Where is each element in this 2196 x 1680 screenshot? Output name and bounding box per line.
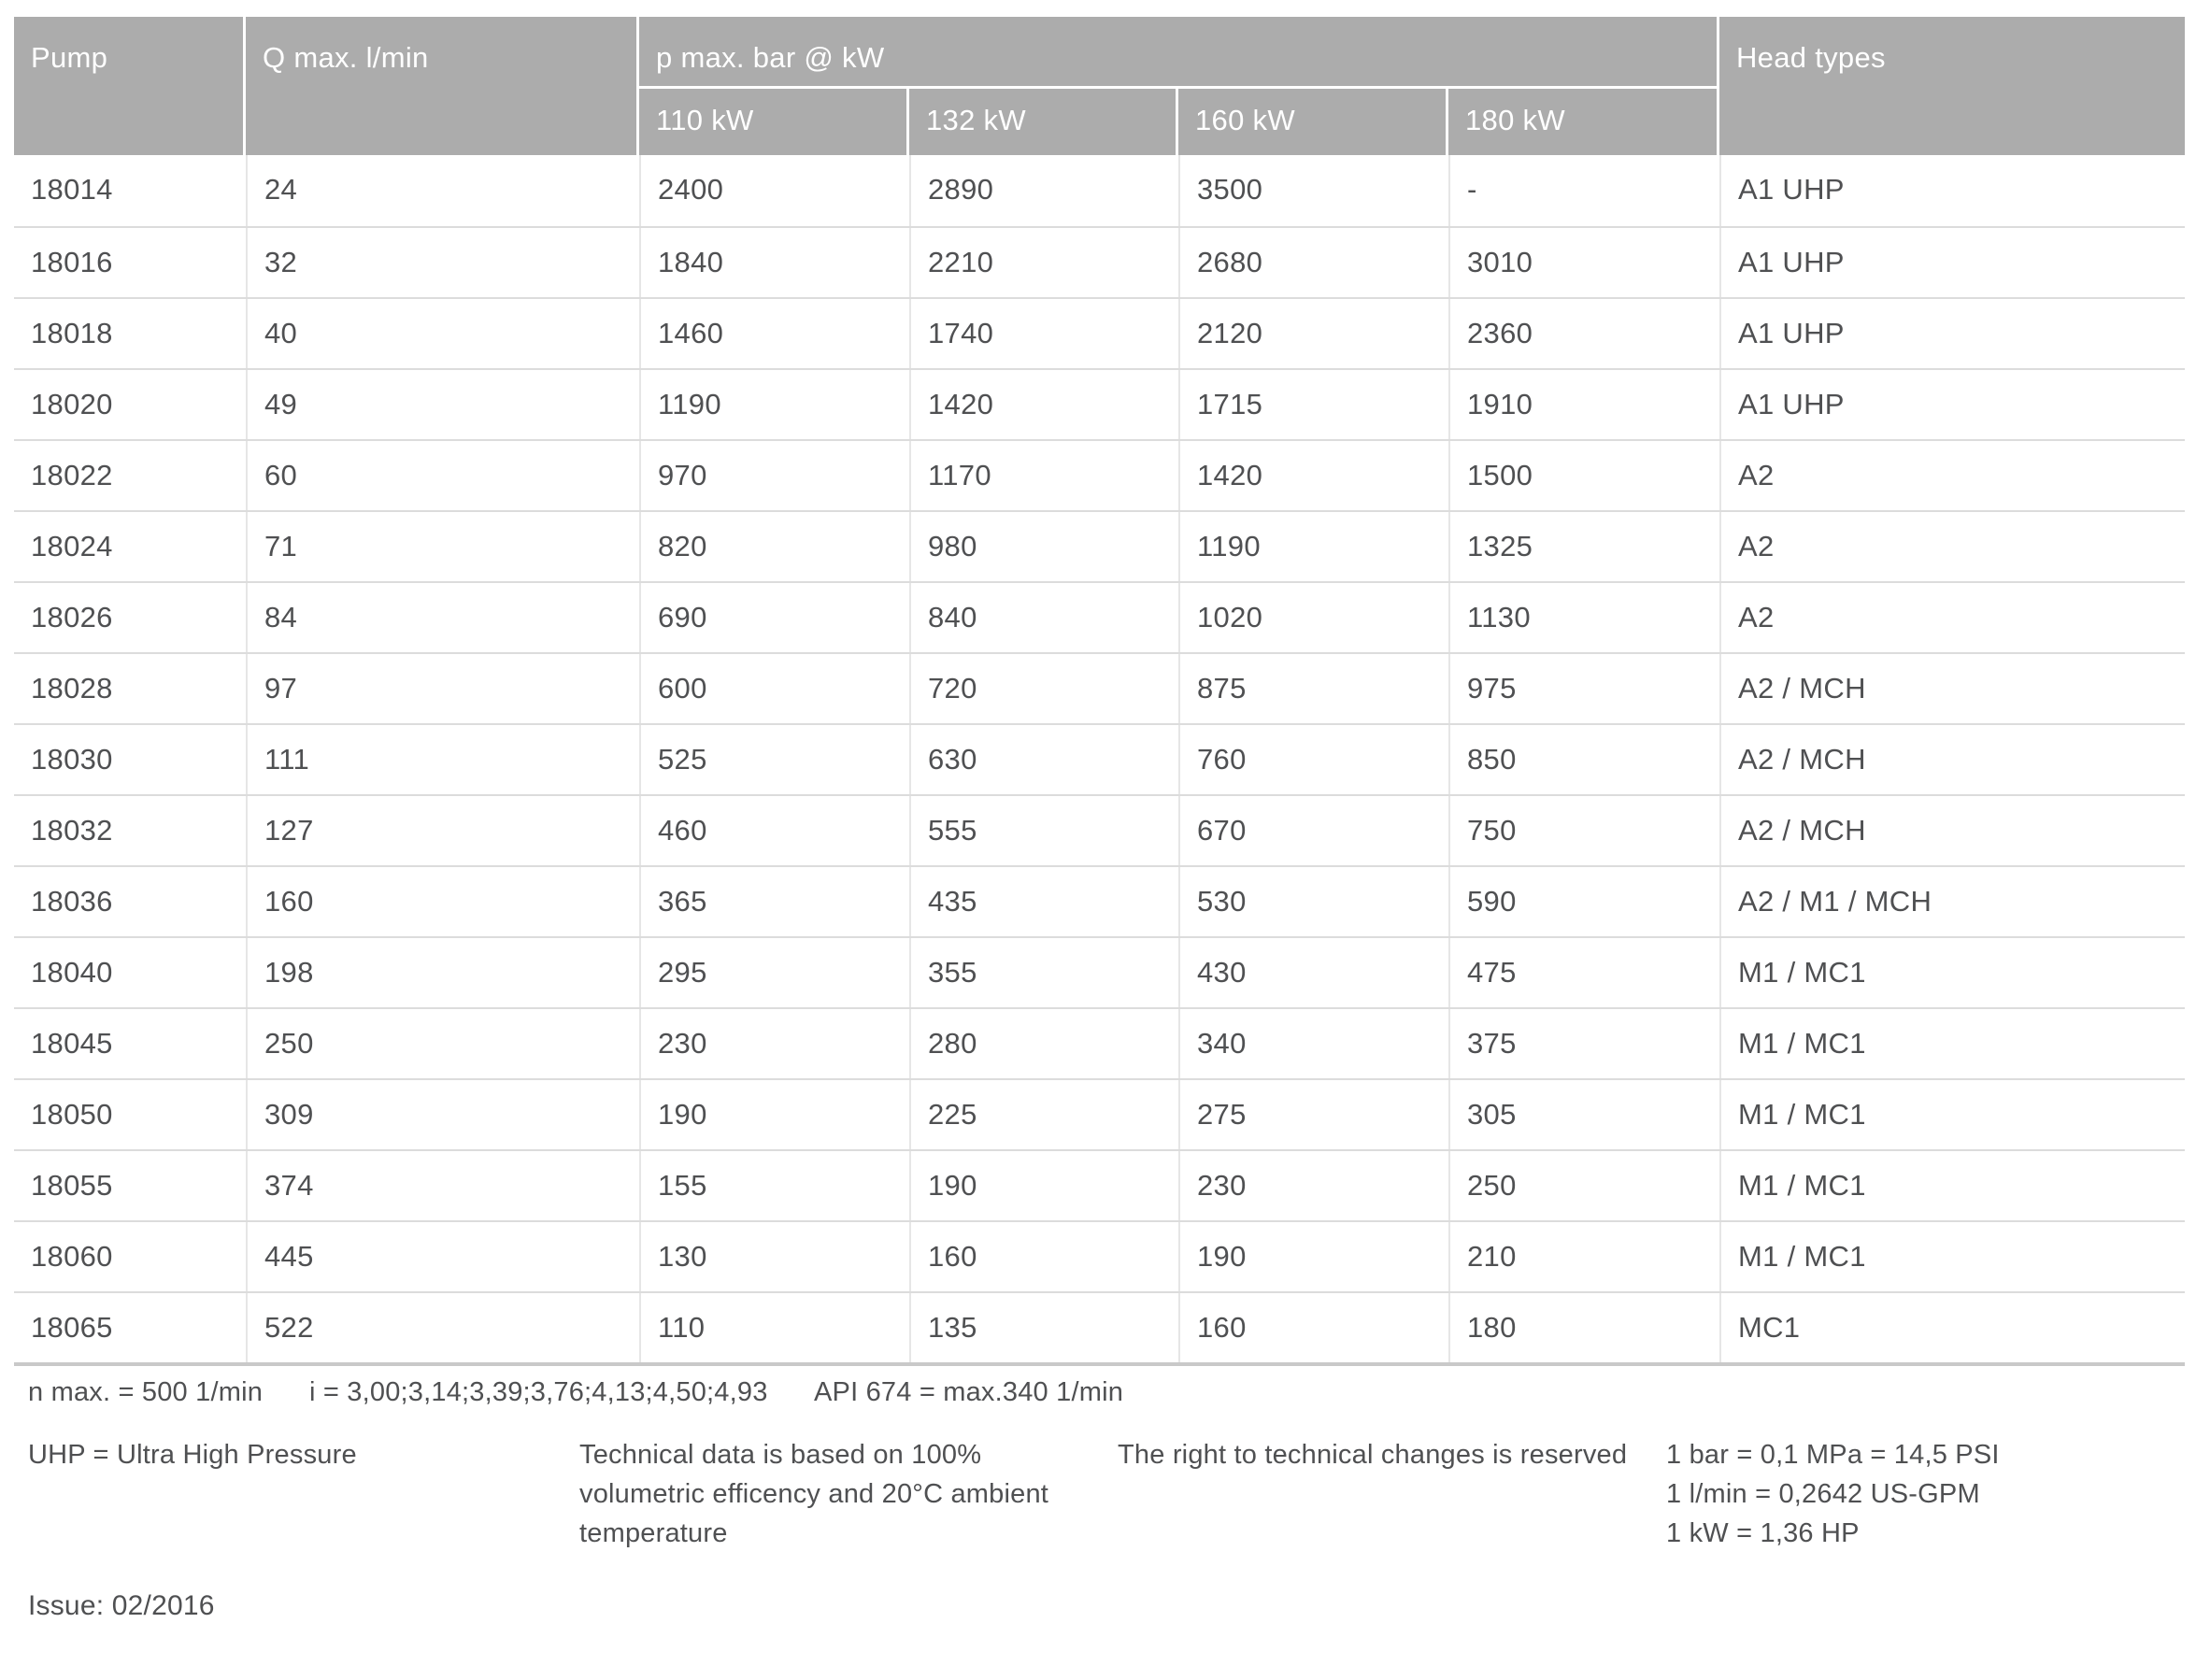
- table-row: [14, 723, 2185, 794]
- table-cell: 230: [639, 1009, 909, 1078]
- footnote-n-max: n max. = 500 1/min: [28, 1377, 264, 1407]
- table-cell: 522: [246, 1293, 639, 1362]
- table-cell: 875: [1178, 654, 1448, 723]
- table-cell: 1420: [1178, 441, 1448, 510]
- table-cell: 225: [909, 1080, 1178, 1149]
- table-cell: 1325: [1448, 512, 1719, 581]
- table-cell: 18020: [31, 388, 113, 420]
- table-cell: 970: [639, 441, 909, 510]
- table-cell: 670: [1178, 796, 1448, 865]
- table-cell: 305: [1448, 1080, 1719, 1149]
- table-cell: 1420: [909, 370, 1178, 439]
- table-cell: 230: [1178, 1151, 1448, 1220]
- table-row: [14, 1220, 2185, 1291]
- table-cell: M1 / MC1: [1719, 1222, 2185, 1291]
- table-cell: A2 / M1 / MCH: [1719, 867, 2185, 936]
- table-cell: 110: [639, 1293, 909, 1362]
- table-cell: 190: [639, 1080, 909, 1149]
- footer-technical-line1: Technical data is based on 100%: [579, 1440, 982, 1470]
- table-cell: 374: [246, 1151, 639, 1220]
- table-cell: A2: [1719, 583, 2185, 652]
- table-cell: 18018: [31, 317, 113, 349]
- footer-uhp: UHP = Ultra High Pressure: [28, 1440, 357, 1470]
- footer-conversions: [1666, 1435, 2000, 1553]
- table-cell: 18024: [31, 530, 113, 562]
- table-cell: 630: [909, 725, 1178, 794]
- table-cell: 18040: [31, 956, 113, 989]
- table-cell: 18060: [31, 1240, 113, 1273]
- table-cell: 1500: [1448, 441, 1719, 510]
- table-cell: 2680: [1178, 228, 1448, 297]
- table-row: [14, 1149, 2185, 1220]
- table-cell: 530: [1178, 867, 1448, 936]
- table-cell: 18032: [31, 814, 113, 847]
- table-cell: A1 UHP: [1719, 370, 2185, 439]
- header-head-types: Head types: [1719, 17, 2185, 155]
- table-cell: 3500: [1178, 155, 1448, 226]
- table-cell: A2: [1719, 512, 2185, 581]
- table-row: [14, 510, 2185, 581]
- table-cell: 309: [246, 1080, 639, 1149]
- table-cell: 18030: [31, 743, 113, 776]
- table-cell: 1020: [1178, 583, 1448, 652]
- table-cell: 160: [909, 1222, 1178, 1291]
- table-cell: 1190: [1178, 512, 1448, 581]
- table-cell: 445: [246, 1222, 639, 1291]
- header-pmax-group: p max. bar @ kW: [639, 17, 1719, 89]
- footer-rights: The right to technical changes is reserved: [1118, 1440, 1628, 1470]
- table-cell: A1 UHP: [1719, 299, 2185, 368]
- table-cell: 135: [909, 1293, 1178, 1362]
- table-cell: 280: [909, 1009, 1178, 1078]
- header-qmax: Q max. l/min: [246, 17, 639, 155]
- table-cell: 18036: [31, 885, 113, 918]
- table-cell: A2: [1719, 441, 2185, 510]
- table-cell: 295: [639, 938, 909, 1007]
- table-cell: 590: [1448, 867, 1719, 936]
- table-cell: 1740: [909, 299, 1178, 368]
- table-cell: 525: [639, 725, 909, 794]
- issue-label: Issue: 02/2016: [28, 1590, 215, 1621]
- table-cell: M1 / MC1: [1719, 1080, 2185, 1149]
- table-cell: 340: [1178, 1009, 1448, 1078]
- table-cell: 24: [246, 155, 639, 226]
- table-cell: 435: [909, 867, 1178, 936]
- table-cell: 2210: [909, 228, 1178, 297]
- table-cell: 18055: [31, 1169, 113, 1202]
- table-cell: 2360: [1448, 299, 1719, 368]
- header-pump: Pump: [14, 17, 246, 155]
- table-cell: 18050: [31, 1098, 113, 1131]
- table-row: [14, 865, 2185, 936]
- table-cell: 97: [246, 654, 639, 723]
- table-cell: 250: [1448, 1151, 1719, 1220]
- footer-conv-kw: 1 kW = 1,36 HP: [1666, 1518, 1860, 1548]
- table-cell: 18022: [31, 459, 113, 491]
- table-cell: A2 / MCH: [1719, 654, 2185, 723]
- table-cell: 160: [1178, 1293, 1448, 1362]
- table-cell: 18016: [31, 246, 113, 278]
- footer-conv-bar: 1 bar = 0,1 MPa = 14,5 PSI: [1666, 1440, 2000, 1470]
- table-cell: 850: [1448, 725, 1719, 794]
- table-cell: 127: [246, 796, 639, 865]
- footer-conv-lmin: 1 l/min = 0,2642 US-GPM: [1666, 1479, 1980, 1509]
- table-row: [14, 439, 2185, 510]
- table-cell: 18026: [31, 601, 113, 634]
- table-cell: M1 / MC1: [1719, 938, 2185, 1007]
- table-row: [14, 368, 2185, 439]
- table-cell: 475: [1448, 938, 1719, 1007]
- table-cell: 32: [246, 228, 639, 297]
- table-cell: 40: [246, 299, 639, 368]
- table-cell: 820: [639, 512, 909, 581]
- table-cell: 1460: [639, 299, 909, 368]
- footer-technical-line3: temperature: [579, 1518, 728, 1548]
- table-cell: 375: [1448, 1009, 1719, 1078]
- footnote-ratios: i = 3,00;3,14;3,39;3,76;4,13;4,50;4,93: [309, 1377, 768, 1407]
- table-cell: 71: [246, 512, 639, 581]
- table-cell: 980: [909, 512, 1178, 581]
- table-cell: 18014: [31, 173, 113, 206]
- table-cell: 210: [1448, 1222, 1719, 1291]
- table-cell: 2400: [639, 155, 909, 226]
- table-cell: 1190: [639, 370, 909, 439]
- table-cell: 275: [1178, 1080, 1448, 1149]
- table-cell: A1 UHP: [1719, 155, 2185, 226]
- table-cell: 2890: [909, 155, 1178, 226]
- table-cell: 1130: [1448, 583, 1719, 652]
- table-cell: 975: [1448, 654, 1719, 723]
- table-row: [14, 155, 2185, 226]
- table-cell: 355: [909, 938, 1178, 1007]
- table-row: [14, 1291, 2185, 1362]
- table-cell: 690: [639, 583, 909, 652]
- table-header: [14, 17, 2185, 155]
- table-cell: MC1: [1719, 1293, 2185, 1362]
- table-cell: 250: [246, 1009, 639, 1078]
- table-cell: 1840: [639, 228, 909, 297]
- table-cell: 190: [909, 1151, 1178, 1220]
- table-cell: 18028: [31, 672, 113, 705]
- table-row: [14, 936, 2185, 1007]
- table-body: [14, 155, 2185, 1366]
- table-row: [14, 581, 2185, 652]
- table-cell: 3010: [1448, 228, 1719, 297]
- table-cell: 111: [246, 725, 639, 794]
- table-cell: 760: [1178, 725, 1448, 794]
- table-cell: A1 UHP: [1719, 228, 2185, 297]
- table-row: [14, 1007, 2185, 1078]
- header-110kw: 110 kW: [639, 89, 909, 155]
- table-cell: A2 / MCH: [1719, 796, 2185, 865]
- table-cell: 430: [1178, 938, 1448, 1007]
- table-cell: 460: [639, 796, 909, 865]
- table-cell: 18045: [31, 1027, 113, 1060]
- table-row: [14, 297, 2185, 368]
- table-cell: M1 / MC1: [1719, 1151, 2185, 1220]
- table-cell: 18065: [31, 1311, 113, 1344]
- header-160kw: 160 kW: [1178, 89, 1448, 155]
- table-cell: 198: [246, 938, 639, 1007]
- table-cell: 160: [246, 867, 639, 936]
- header-180kw: 180 kW: [1448, 89, 1719, 155]
- table-cell: 180: [1448, 1293, 1719, 1362]
- footer-technical-line2: volumetric efficency and 20°C ambient: [579, 1479, 1049, 1509]
- table-cell: 155: [639, 1151, 909, 1220]
- table-row: [14, 652, 2185, 723]
- table-cell: 49: [246, 370, 639, 439]
- pump-data-table: [14, 17, 2185, 1366]
- table-cell: M1 / MC1: [1719, 1009, 2185, 1078]
- table-row: [14, 1078, 2185, 1149]
- table-cell: -: [1448, 155, 1719, 226]
- footer-technical-note: [579, 1435, 1048, 1553]
- table-cell: 840: [909, 583, 1178, 652]
- table-cell: A2 / MCH: [1719, 725, 2185, 794]
- table-cell: 130: [639, 1222, 909, 1291]
- table-row: [14, 226, 2185, 297]
- table-cell: 84: [246, 583, 639, 652]
- table-row: [14, 794, 2185, 865]
- footnote-api: API 674 = max.340 1/min: [814, 1377, 1124, 1407]
- table-cell: 750: [1448, 796, 1719, 865]
- table-cell: 2120: [1178, 299, 1448, 368]
- table-cell: 555: [909, 796, 1178, 865]
- header-132kw: 132 kW: [909, 89, 1178, 155]
- table-cell: 190: [1178, 1222, 1448, 1291]
- table-cell: 1910: [1448, 370, 1719, 439]
- table-cell: 1715: [1178, 370, 1448, 439]
- table-cell: 60: [246, 441, 639, 510]
- table-cell: 1170: [909, 441, 1178, 510]
- table-cell: 720: [909, 654, 1178, 723]
- table-cell: 365: [639, 867, 909, 936]
- table-cell: 600: [639, 654, 909, 723]
